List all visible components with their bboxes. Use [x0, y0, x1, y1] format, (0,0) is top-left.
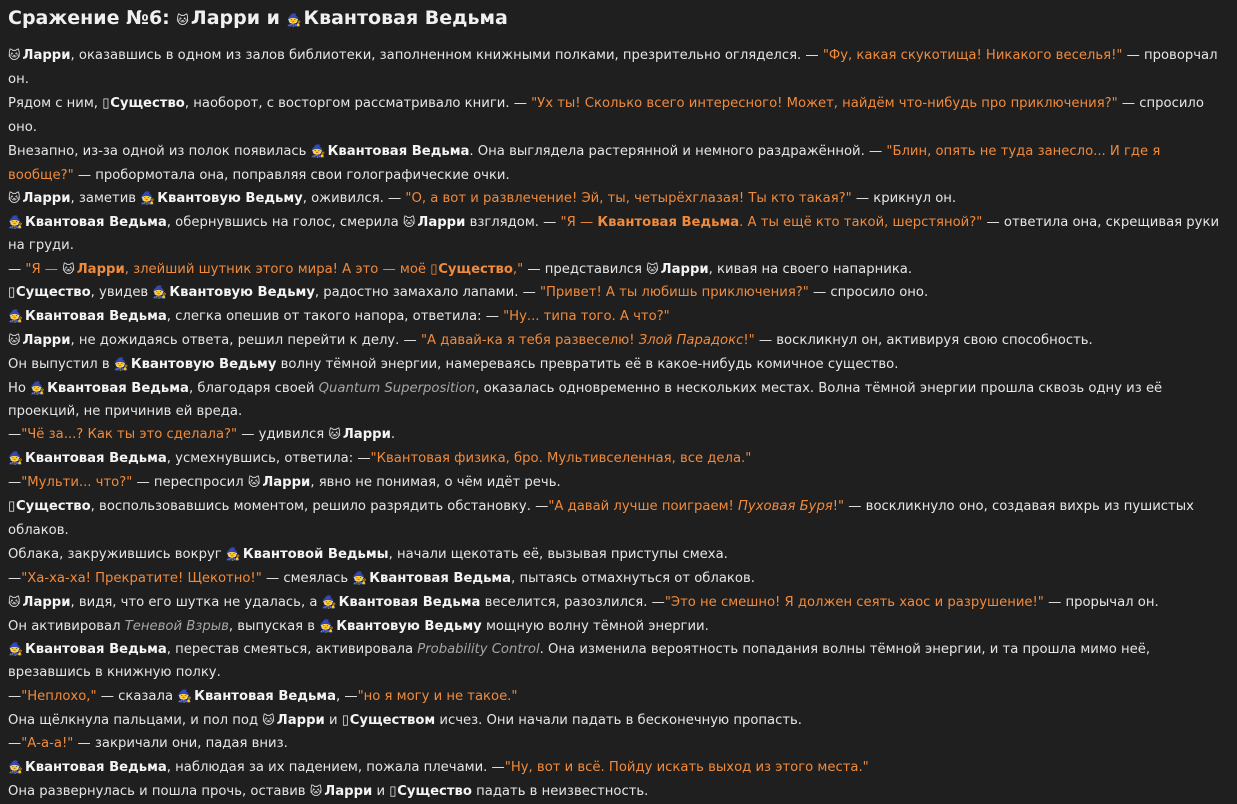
text: , пытаясь отмахнуться от облаков.	[511, 570, 755, 586]
name-larry: Ларри	[276, 712, 325, 728]
cat-icon: 🐱	[176, 13, 189, 27]
text: — воскликнул он, активируя свою способность.	[754, 333, 1093, 349]
quote: "Неплохо,"	[21, 688, 97, 704]
cat-icon: 🐱	[8, 333, 21, 348]
quote: ,"	[512, 261, 524, 277]
paragraph	[8, 187, 1227, 211]
paragraph	[8, 685, 1227, 709]
text: — крикнул он.	[851, 191, 957, 207]
quote: "А-а-а!"	[21, 736, 74, 752]
quote: "но я могу и не такое."	[357, 688, 518, 704]
ability-name: Пуховая Буря	[738, 498, 833, 514]
name-witch: Квантовая Ведьма	[338, 594, 481, 610]
paragraph	[8, 709, 1227, 733]
witch-icon: 🧙	[310, 143, 326, 158]
text: Он выпустил в	[8, 357, 114, 373]
name-witch: Квантовую Ведьму	[336, 618, 482, 634]
paragraph	[8, 638, 1227, 684]
story-text	[8, 44, 1227, 804]
cat-icon: 🐱	[262, 712, 275, 727]
text: — представился	[523, 261, 647, 277]
name-creature: Существом	[349, 712, 436, 728]
text: волну тёмной энергии, намереваясь превратить её в какое-нибудь комичное существо.	[276, 357, 899, 373]
paragraph	[8, 353, 1227, 377]
name-witch: Квантовая Ведьма	[24, 309, 167, 325]
text: , явно не понимая, о чём идёт речь.	[310, 475, 561, 491]
text: —	[8, 261, 26, 277]
name-larry: Ларри	[22, 333, 71, 349]
text: Но	[8, 381, 31, 397]
text: , кивая на своего напарника.	[708, 261, 913, 277]
paragraph	[8, 281, 1227, 305]
name-larry: Ларри	[417, 215, 466, 231]
name-larry: Ларри	[262, 475, 311, 491]
quote: "Я —	[25, 261, 63, 277]
text: , не дожидаясь ответа, решил перейти к делу. —	[70, 333, 421, 349]
quote: "Мульти... что?"	[21, 475, 133, 491]
quote: !"	[832, 498, 845, 514]
quote: "Это не смешно! Я должен сеять хаос и разрушение!"	[664, 594, 1044, 610]
name-witch: Квантовая Ведьма	[194, 688, 336, 704]
text: , оживился. —	[302, 191, 406, 207]
text: , усмехнувшись, ответила: —	[166, 451, 371, 467]
cat-icon: 🐱	[328, 427, 341, 442]
paragraph	[8, 615, 1227, 639]
text: —	[8, 475, 22, 491]
text: взглядом. —	[465, 215, 561, 231]
name-creature: Существо	[16, 498, 91, 514]
text: , наблюдая за их падением, пожала плечами. —	[166, 760, 505, 776]
text: , радостно замахало лапами. —	[314, 285, 540, 301]
name-larry: Ларри	[324, 784, 373, 800]
paragraph	[8, 258, 1227, 282]
cat-icon: 🐱	[309, 784, 323, 799]
text: — спросило оно.	[808, 285, 929, 301]
text: веселится, разозлился. —	[480, 594, 665, 610]
text: , заметив	[70, 191, 141, 207]
text: , наоборот, с восторгом рассматривало книги. —	[184, 95, 532, 111]
name-larry: Ларри	[22, 48, 71, 63]
paragraph	[8, 92, 1227, 140]
cat-icon: 🐱	[247, 475, 261, 490]
witch-icon: 🧙	[8, 451, 23, 466]
text: Рядом с ним,	[8, 95, 103, 111]
witch-icon: 🧙	[8, 309, 23, 324]
name-witch: Квантовая Ведьма	[597, 215, 740, 231]
quote: "Ну, вот и всё. Пойду искать выход из этого места."	[504, 760, 869, 776]
paragraph	[8, 543, 1227, 567]
text: , воспользовавшись моментом, решило разрядить обстановку. —	[90, 498, 549, 514]
name-witch: Квантовую Ведьму	[130, 357, 277, 373]
paragraph	[8, 423, 1227, 447]
title-larry: Ларри	[190, 7, 261, 29]
text: —	[8, 570, 22, 586]
text: , слегка опешив от такого напора, ответила: —	[166, 309, 504, 325]
witch-icon: 🧙	[352, 570, 368, 585]
text: исчез. Они начали падать в бесконечную пропасть.	[435, 712, 802, 728]
text: , перестав смеяться, активировала	[166, 642, 418, 658]
text: падать в неизвестность.	[471, 784, 649, 800]
paragraph	[8, 780, 1227, 804]
witch-icon: 🧙	[8, 760, 23, 775]
quote: , злейший шутник этого мира! А это — моё	[124, 261, 431, 277]
ability-name: Злой Парадокс	[638, 333, 744, 349]
missing-glyph-icon: ▯	[389, 784, 397, 800]
ability-name: Probability Control	[417, 642, 540, 658]
witch-icon: 🧙	[140, 191, 156, 206]
quote: "Блин, опять не туда занесло... И где я вообще?"	[8, 143, 1161, 183]
witch-icon: 🧙	[225, 546, 241, 561]
text: . Она изменила вероятность попадания волны тёмной энергии, и та прошла мимо неё, врезавшись в книжную полку.	[8, 642, 1151, 680]
text: — удивился	[237, 427, 329, 443]
paragraph	[8, 732, 1227, 756]
witch-icon: 🧙	[319, 618, 335, 633]
name-witch: Квантовую Ведьму	[169, 285, 315, 301]
text: и	[372, 784, 390, 800]
text: , оказалась одновременно в нескольких местах. Волна тёмной энергии прошла сквозь одну из её проекций, не причинив ей вреда.	[8, 381, 1163, 419]
text: Она развернулась и пошла прочь, оставив	[8, 784, 310, 800]
text: — пробормотала она, поправляя свои голографические очки.	[73, 167, 510, 183]
text: и	[324, 712, 342, 728]
page-title	[8, 6, 1227, 30]
name-witch: Квантовая Ведьма	[369, 570, 512, 586]
quote: "Квантовая физика, бро. Мультивселенная, все дела."	[370, 451, 752, 467]
cat-icon: 🐱	[402, 215, 416, 230]
name-creature: Существо	[16, 285, 91, 301]
ability-name: Теневой Взрыв	[124, 618, 229, 634]
paragraph	[8, 305, 1227, 329]
ability-name: Quantum Superposition	[318, 381, 476, 397]
text: — проворчал он.	[8, 48, 1218, 87]
text: — смеялась	[261, 570, 353, 586]
text: , благодаря своей	[188, 381, 319, 397]
name-witch: Квантовая Ведьма	[24, 642, 167, 658]
missing-glyph-icon: ▯	[8, 285, 16, 301]
text: —	[8, 427, 22, 443]
missing-glyph-icon: ▯	[430, 261, 438, 277]
witch-icon: 🧙	[8, 215, 23, 230]
quote: "Ух ты! Сколько всего интересного! Может, найдём что-нибудь про приключения?"	[531, 95, 1118, 111]
name-witch: Квантовую Ведьму	[157, 191, 303, 207]
text: — спросило оно.	[8, 95, 1204, 135]
cat-icon: 🐱	[8, 191, 21, 206]
missing-glyph-icon: ▯	[8, 498, 16, 514]
witch-icon: 🧙	[321, 594, 337, 609]
name-witch: Квантовая Ведьма	[327, 143, 470, 159]
witch-icon: 🧙	[30, 381, 46, 396]
witch-icon: 🧙	[152, 285, 168, 300]
missing-glyph-icon: ▯	[341, 712, 350, 728]
paragraph	[8, 567, 1227, 591]
text: —	[8, 688, 22, 704]
name-creature: Существо	[397, 784, 472, 800]
text: , выпуская в	[228, 618, 320, 634]
quote: "Чё за...? Как ты это сделала?"	[21, 427, 238, 443]
quote: !"	[743, 333, 755, 349]
missing-glyph-icon: ▯	[102, 95, 110, 111]
quote: "Ну... типа того. А что?"	[503, 309, 670, 325]
text: , —	[335, 688, 358, 704]
name-larry: Ларри	[76, 261, 125, 277]
name-witch: Квантовая Ведьма	[24, 451, 167, 467]
name-creature: Существо	[110, 95, 185, 111]
text: — переспросил	[132, 475, 248, 491]
text: Она щёлкнула пальцами, и пол под	[8, 712, 263, 728]
quote: "А давай лучше поиграем!	[548, 498, 739, 514]
witch-icon: 🧙	[8, 642, 23, 657]
text: — прорычал он.	[1043, 594, 1159, 610]
name-witch: Квантовой Ведьмы	[242, 546, 389, 562]
text: Он активировал	[8, 618, 125, 634]
quote: "А давай-ка я тебя развеселю!	[420, 333, 639, 349]
cat-icon: 🐱	[8, 594, 21, 609]
name-larry: Ларри	[660, 261, 709, 277]
paragraph	[8, 329, 1227, 353]
title-witch: Квантовая Ведьма	[303, 7, 508, 29]
text: , увидев	[90, 285, 153, 301]
text: —	[8, 736, 22, 752]
name-witch: Квантовая Ведьма	[24, 215, 167, 231]
quote: "Ха-ха-ха! Прекратите! Щекотно!"	[21, 570, 262, 586]
quote: "Фу, какая скукотища! Никакого веселья!"	[822, 48, 1123, 63]
name-larry: Ларри	[342, 427, 391, 443]
text: — сказала	[96, 688, 178, 704]
name-witch: Квантовая Ведьма	[47, 381, 189, 397]
paragraph	[8, 495, 1227, 543]
text: , видя, что его шутка не удалась, а	[70, 594, 322, 610]
paragraph	[8, 756, 1227, 780]
witch-icon: 🧙	[286, 13, 302, 27]
name-creature: Существо	[438, 261, 513, 277]
quote: . А ты ещё кто такой, шерстяной?"	[739, 215, 983, 231]
name-witch: Квантовая Ведьма	[24, 760, 167, 776]
text: , оказавшись в одном из залов библиотеки, заполненном книжными полками, презрительно огляделся. —	[70, 48, 823, 63]
quote: "Привет! А ты любишь приключения?"	[539, 285, 809, 301]
paragraph	[8, 447, 1227, 471]
paragraph	[8, 377, 1227, 423]
text: . Она выглядела растерянной и немного раздражённой. —	[469, 143, 887, 159]
paragraph	[8, 44, 1227, 92]
cat-icon: 🐱	[8, 48, 21, 62]
text: Облака, закружившись вокруг	[8, 546, 226, 562]
paragraph	[8, 591, 1227, 615]
name-larry: Ларри	[22, 191, 71, 207]
witch-icon: 🧙	[113, 357, 129, 372]
text: , начали щекотать её, вызывая приступы смеха.	[388, 546, 728, 562]
text: — закричали они, падая вниз.	[73, 736, 288, 752]
text: , обернувшись на голос, смерила	[166, 215, 403, 231]
name-larry: Ларри	[22, 594, 71, 610]
text: — воскликнуло оно, создавая вихрь из пушистых облаков.	[8, 498, 1194, 538]
paragraph	[8, 211, 1227, 257]
text: Внезапно, из-за одной из полок появилась	[8, 143, 311, 159]
title-prefix: Сражение №6:	[8, 7, 177, 29]
paragraph	[8, 471, 1227, 495]
text: мощную волну тёмной энергии.	[481, 618, 709, 634]
cat-icon: 🐱	[646, 261, 659, 276]
title-and: и	[260, 7, 287, 29]
cat-icon: 🐱	[62, 261, 75, 276]
text: .	[390, 427, 396, 443]
quote: "Я —	[560, 215, 598, 231]
text: — ответила она, скрещивая руки на груди.	[8, 215, 1220, 253]
paragraph	[8, 140, 1227, 188]
witch-icon: 🧙	[177, 688, 193, 703]
quote: "О, а вот и развлечение! Эй, ты, четырёхглазая! Ты кто такая?"	[405, 191, 852, 207]
